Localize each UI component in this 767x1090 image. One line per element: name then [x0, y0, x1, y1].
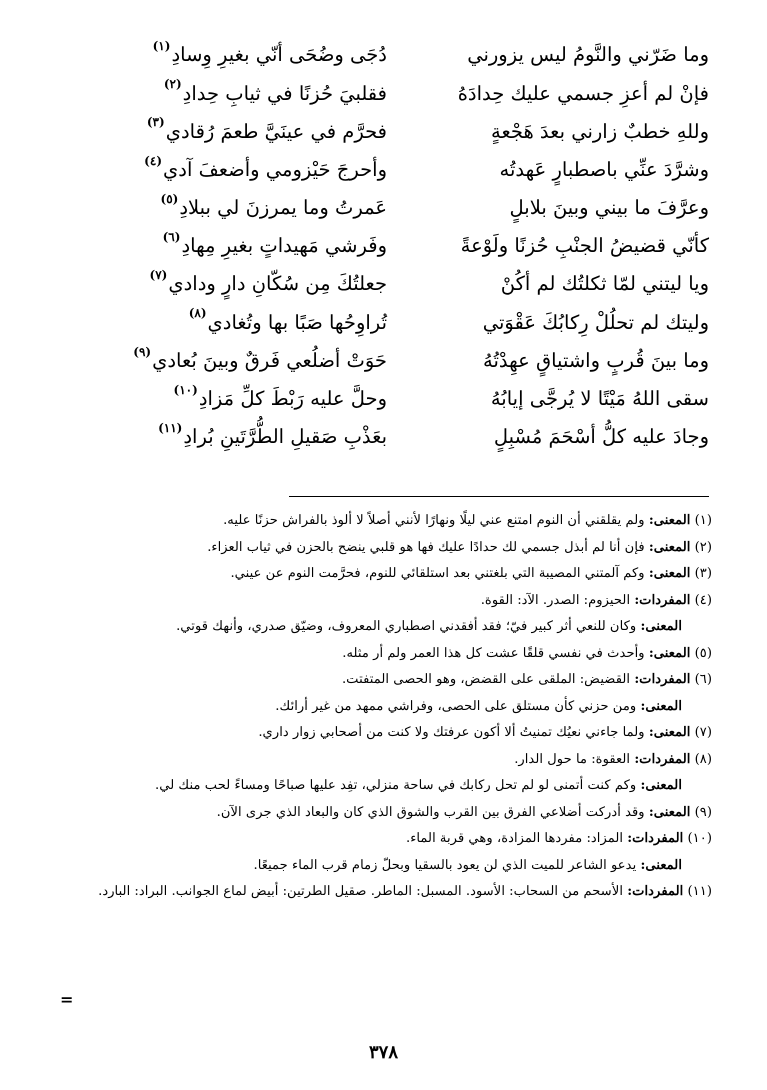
footnote — [52, 694, 712, 721]
footnote — [52, 747, 712, 774]
verse-first-hemistich: وللهِ خطبٌ زارني بعدَ هَجْعةٍ — [491, 119, 709, 143]
footnote-label: المفردات: — [634, 592, 691, 608]
footnote-text: وأحدث في نفسي قلقًا عشت كل هذا العمر ولم أر مثله. — [342, 645, 645, 661]
verse-footnote-marker: (٩) — [133, 344, 152, 359]
footnote — [52, 508, 712, 535]
verse-second-hemistich — [54, 230, 387, 258]
verse-first-hemistich: وما ضَرّني والنَّومُ ليس يزورني — [467, 43, 709, 67]
footnote-text: ومن حزني كأن مستلق على الحصى، وفراشي ممهد من غير أرائك. — [275, 698, 637, 714]
footnote — [52, 588, 712, 615]
footnote-label: المعنى: — [648, 645, 691, 661]
verse-footnote-marker: (١) — [152, 39, 171, 54]
footnote-label: المعنى: — [640, 778, 682, 793]
verse — [54, 227, 709, 265]
verse-second-text: تُراوِحُها صَبًا بها وتُغادي — [207, 310, 387, 334]
footnote — [52, 800, 712, 827]
verse-second-hemistich — [54, 420, 387, 449]
footnote — [52, 720, 712, 747]
footnote-label: المفردات: — [627, 831, 684, 846]
verse-footnote-marker: (٣) — [146, 115, 165, 130]
footnotes — [52, 508, 712, 906]
verse-first-hemistich: فإنْ لم أعزِ جسمي عليك حِدادَهُ — [457, 81, 709, 105]
footnote-label: المعنى: — [640, 698, 682, 714]
verse-second-text: وأحرجَ حَيْزومي وأضعفَ آدي — [163, 157, 387, 181]
verse-second-text: فحرَّم في عينَيَّ طعمَ رُقادي — [165, 119, 387, 143]
verse — [54, 112, 709, 150]
footnote-text: وكان للنعي أثر كبير فيّ؛ فقد أفقدني اصطباري المعروف، وضيّق صدري، وأنهك قوتي. — [176, 619, 637, 634]
verse — [54, 36, 709, 74]
verse-footnote-marker: (١١) — [158, 420, 183, 435]
verse-second-text: جعلتُكَ مِن سُكّانِ دارٍ ودادي — [168, 272, 387, 296]
verse-second-text: فقلبيَ حُزنًا في ثيابِ حِدادِ — [182, 81, 387, 105]
verse-second-hemistich — [54, 39, 387, 67]
verse-first-hemistich: وجادَ عليه كلُّ أسْحَمَ مُسْبِلٍ — [493, 425, 709, 449]
footnote-number: (١) — [694, 513, 712, 528]
verse-footnote-marker: (٤) — [144, 153, 162, 168]
verse-footnote-marker: (٥) — [160, 191, 179, 206]
footnote-text: فإن أنا لم أبذل جسمي لك حدادًا عليك فها هو قلبي ينضح بالحزن في ثياب العزاء. — [207, 539, 645, 555]
footnote-label: المعنى: — [648, 513, 691, 528]
verse-second-hemistich — [54, 344, 387, 372]
verse-footnote-marker: (٧) — [149, 268, 168, 283]
verse — [54, 418, 709, 456]
verse-second-text: عَمرتُ وما يمرزنَ لي ببلادِ — [179, 196, 387, 220]
footnote — [52, 561, 712, 588]
verse-second-text: بعَذْبِ صَقيلِ الطُّرَّتَينِ بُرادِ — [183, 425, 387, 449]
verse-first-hemistich: وشرَّدَ عنِّي باصطبارٍ عَهدتُه — [499, 157, 709, 181]
verse-second-text: وفَرشي مَهيداتٍ بغيرِ مِهادِ — [181, 234, 387, 258]
verse-footnote-marker: (٦) — [162, 230, 181, 245]
verse-footnote-marker: (٨) — [188, 306, 207, 321]
verse-second-hemistich — [54, 77, 387, 105]
footnote-text: العقوة: ما حول الدار. — [514, 751, 631, 767]
verse — [54, 265, 709, 303]
footnote-number: (١٠) — [687, 831, 712, 846]
verse-second-hemistich — [54, 115, 387, 143]
footnote — [52, 535, 712, 562]
footnote-label: المعنى: — [648, 539, 691, 555]
verse-second-text: حَوَتْ أضلُعي فَرقٌ وبينَ بُعادي — [152, 348, 387, 372]
verse-second-hemistich — [54, 306, 387, 334]
verse-first-hemistich: سقى اللهُ مَيْتًا لا يُرجَّى إيابُهُ — [490, 387, 709, 411]
footnote-text: ولم يقلقني أن النوم امتنع عني ليلًا ونهارًا لأنني أصلاً لا ألوذ بالفراش حزنًا عليه. — [223, 513, 645, 528]
verse — [54, 74, 709, 112]
verse-second-hemistich — [54, 191, 387, 220]
verse — [54, 189, 709, 227]
verse-second-hemistich — [54, 153, 387, 181]
footnote-number: (١١) — [687, 884, 712, 899]
footnote-text: القضيض: الملقى على القضض، وهو الحصى المتفتت. — [341, 672, 631, 687]
verse-second-text: دُجَى وضُحَى أنّي بغيرِ وِسادِ — [171, 43, 387, 67]
verse-footnote-marker: (١٠) — [173, 382, 198, 397]
footnote — [52, 773, 712, 800]
verse — [54, 151, 709, 189]
verse-second-hemistich — [54, 382, 387, 411]
footnote-label: المفردات: — [627, 884, 684, 899]
footnote-number: (٩) — [694, 804, 712, 820]
footnote-number: (٨) — [694, 751, 712, 767]
footnote — [52, 879, 712, 906]
footnote — [52, 614, 712, 641]
verse-first-hemistich: وعرَّفَ ما بيني وبينَ بلابلٍ — [509, 196, 709, 220]
footnote-label: المعنى: — [648, 725, 691, 740]
footnote — [52, 667, 712, 694]
footnote-label: المفردات: — [634, 751, 691, 767]
footnote-text: الأسحم من السحاب: الأسود. المسبل: الماطر. صقيل الطرتين: أبيض لماع الجوانب. البراد: البارد. — [98, 884, 624, 899]
verse-footnote-marker: (٢) — [163, 77, 182, 92]
page-number: ٣٧٨ — [368, 1042, 398, 1063]
verse-first-hemistich: ويا ليتني لمّا ثكلتُك لم أكُنْ — [500, 272, 709, 296]
footnote-number: (٣) — [694, 566, 712, 581]
footnote-number: (٤) — [694, 592, 712, 608]
footnote-text: المزاد: مفردها المزادة، وهي قربة الماء. — [406, 831, 624, 846]
poem — [54, 36, 709, 456]
footnote — [52, 641, 712, 668]
verse-second-hemistich — [54, 268, 387, 296]
footnote-rule — [289, 496, 709, 497]
verse-second-text: وحلَّ عليه رَبْطَ كلِّ مَزادِ — [198, 387, 387, 411]
footnote-text: وكم آلمتني المصيبة التي بلغتني بعد استلقائي للنوم، فحرَّمت النوم عن عيني. — [230, 566, 645, 581]
footnote-number: (٦) — [694, 672, 712, 687]
verse-first-hemistich: وما بينَ قُربٍ واشتياقٍ عهِدْتُهُ — [483, 348, 709, 372]
footnote-label: المفردات: — [634, 672, 691, 687]
footnote-text: وقد أدركت أضلاعي الفرق بين القرب والشوق الذي كان والبعاد الذي جرى الآن. — [216, 804, 645, 820]
verse-first-hemistich: وليتك لم تحلُلْ رِكابُكَ عَقْوَتي — [482, 310, 709, 334]
footnote-text: وكم كنت أتمنى لو لم تحل ركابك في ساحة منزلي، تفِد عليها صباحًا ومساءً لحب منك لي. — [155, 778, 637, 793]
footnote-number: (٢) — [694, 539, 712, 555]
verse — [54, 342, 709, 380]
footnote — [52, 853, 712, 880]
verse — [54, 303, 709, 341]
footnote-text: ولما جاءني نعيُك تمنيتُ ألا أكون عرفتك ولا كنت من أصحابي زوار داري. — [258, 725, 645, 740]
footnote-number: (٥) — [694, 645, 712, 661]
footnote-number: (٧) — [694, 725, 712, 740]
footnote-text: الحيزوم: الصدر. الآد: القوة. — [480, 592, 631, 608]
footnote-label: المعنى: — [640, 619, 682, 634]
footnote-text: يدعو الشاعر للميت الذي لن يعود بالسقيا وبحلّ زمام قرب الماء جميعًا. — [253, 857, 637, 873]
footnote-label: المعنى: — [648, 566, 691, 581]
footnote-label: المعنى: — [648, 804, 691, 820]
margin-mark: = — [60, 990, 74, 1009]
footnote-label: المعنى: — [640, 857, 682, 873]
footnote — [52, 826, 712, 853]
verse-first-hemistich: كأنّي قضيضُ الجنْبِ حُزنًا ولَوْعةً — [460, 234, 709, 258]
verse — [54, 380, 709, 418]
